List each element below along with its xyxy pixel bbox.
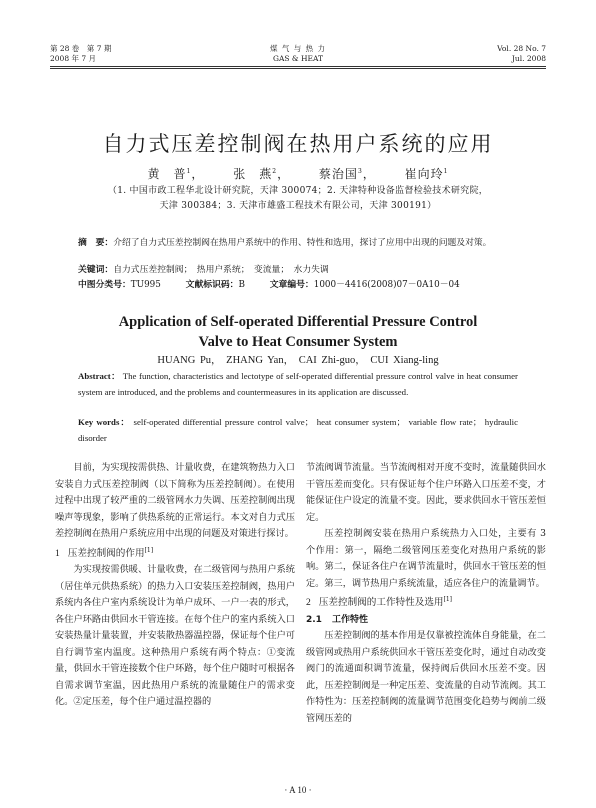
keywords-en xyxy=(78,414,518,446)
clc-label: 中图分类号： xyxy=(78,280,131,290)
header-rule-secondary xyxy=(50,68,546,69)
authors-zh: 黄 普$^1$， 张 燕$^2$， 蔡治国$^3$， 崔向玲$^1$ xyxy=(147,167,449,181)
issue-date-en: Jul. 2008 xyxy=(511,54,546,63)
journal-name-zh: 煤 气 与 热 力 xyxy=(269,44,327,53)
issue-date-zh: 2008 年 7 月 xyxy=(50,54,97,63)
keywords-text: 自力式压差控制阀； 热用户系统； 变流量； 水力失调 xyxy=(113,265,329,275)
journal-name-en: GAS & HEAT xyxy=(272,54,323,63)
header-rule xyxy=(50,66,546,67)
classification-line xyxy=(78,279,518,292)
clc-value: TU995 xyxy=(130,280,161,290)
keywords-en-text: self-operated differential pressure control valve； heat consumer system； variable flow rate； hydraulic disorder xyxy=(78,417,518,443)
section-heading xyxy=(55,543,295,563)
section-title: 压差控制阀的作用 xyxy=(67,547,145,559)
section-number: 2 xyxy=(306,597,311,609)
affiliations xyxy=(70,184,526,214)
body-paragraph: 压差控制阀安装在热用户系统热力入口处，主要有 3 个作用：第一，隔绝二级管网压差变化对热用户系统的影响。第二，保证各住户在调节流量时，供回水干管压差的恒定。第三，调节热用户系统流量，适应各住户的流量调节。 xyxy=(306,528,546,589)
author-affil-mark: 3 xyxy=(357,168,363,175)
title-en-line: Application of Self-operated Differential Pressure Control xyxy=(118,314,478,330)
author-affil-mark: 1 xyxy=(186,168,192,175)
affiliation-line: 天津 300384；3. 天津市雄盛工程技术有限公司，天津 300191） xyxy=(159,201,437,211)
doc-code-value: B xyxy=(238,280,245,290)
abstract-en xyxy=(78,368,518,400)
author-name: 崔向玲 xyxy=(404,167,444,181)
body-paragraph: 节流阀调节流量。当节流阀相对开度不变时，流量随供回水干管压差而变化。只有保证每个住户环路入口压差不变，才能保证住户设定的流量不变。因此，要求供回水干管压差恒定。 xyxy=(306,462,546,523)
title-en-line: Valve to Heat Consumer System xyxy=(198,334,398,350)
abstract-en-text: The function, characteristics and lectotype of self-operated differential pressure control valve in heat consumer system are introduced, and the problems and countermeasures in its application are discussed. xyxy=(78,371,518,397)
subsection-title: 工作特性 xyxy=(331,614,368,625)
volume-issue: 第 28 卷 第 7 期 xyxy=(50,44,112,53)
abstract-text: 介绍了自力式压差控制阀在热用户系统中的作用、特性和选用，探讨了应用中出现的问题及对策。 xyxy=(113,238,492,248)
doc-code-label: 文献标识码： xyxy=(185,280,239,290)
abstract-zh xyxy=(78,237,518,250)
section-title: 压差控制阀的工作特性及选用 xyxy=(318,597,444,609)
abstract-label: 摘 要： xyxy=(78,238,114,248)
body-left-column xyxy=(55,460,295,711)
author-affil-mark: 2 xyxy=(272,168,278,175)
section-ref: [1] xyxy=(443,596,453,603)
author-name: 黄 普 xyxy=(147,167,187,181)
volume-issue-en: Vol. 28 No. 7 xyxy=(497,44,546,53)
keywords-en-label: Key words： xyxy=(78,417,131,427)
subsection-number: 2.1 xyxy=(306,614,322,625)
body-paragraph: 压差控制阀的基本作用是仅靠被控流体自身能量，在二级管网或热用户系统供回水干管压差变化时，通过自动改变阀门的流通面积调节流量，保持阀后供回水压差不变。因此，压差控制阀是一种定压差、变流量的自动节流阀。其工作特性为：压差控制阀的流量调节范围变化趋势与阀前二级管网压差的 xyxy=(306,630,546,724)
author-affil-mark: 1 xyxy=(443,168,449,175)
section-ref: [1] xyxy=(144,546,154,554)
keywords-label: 关键词： xyxy=(78,265,114,275)
article-title-zh: 自力式压差控制阀在热用户系统的应用 xyxy=(102,132,494,156)
subsection-heading xyxy=(306,612,546,629)
author-name: 蔡治国 xyxy=(318,167,358,181)
intro-paragraph: 目前，为实现按需供热、计量收费，在建筑物热力入口安装自力式压差控制阀（以下简称为压差控制阀）。在使用过程中出现了较严重的二级管网水力失调、压差控制阀出现噪声等现象，影响了供热系统的正常运行。本文对自力式压差控制阀在热用户系统应用中出现的问题及对策进行探讨。 xyxy=(55,462,295,539)
journal-volume-en xyxy=(497,44,546,64)
article-number-label: 文章编号： xyxy=(269,280,314,290)
body-paragraph: 为实现按需供暖、计量收费，在二级管网与热用户系统（居住单元供热系统）的热力入口安装压差控制阀，热用户系统内各住户室内系统设计为单户成环、一户一表的形式，各住户环路由供回水干管连接。在每个住户的室内系统入口安装热量计量装置，并安装散热器温控器，保证每个住户可自行调节室内温度。这种热用户系统有两个特点：①变流量，供回水干管连接数个住户环路，每个住户随时可根据各自需求调节室温，因此热用户系统的流量随住户的需求变化。②定压差，每个住户通过温控器的 xyxy=(55,564,295,708)
section-heading xyxy=(306,592,546,612)
article-number-value: 1000－4416(2008)07－0A10－04 xyxy=(313,280,460,290)
body-right-column xyxy=(306,460,546,727)
section-number: 1 xyxy=(55,547,60,559)
keywords-zh xyxy=(78,264,518,277)
page-number: · A 10 · xyxy=(284,785,312,795)
authors-en: HUANG Pu， ZHANG Yan， CAI Zhi-guo， CUI Xiang-ling xyxy=(157,355,439,366)
abstract-en-label: Abstract： xyxy=(78,371,121,381)
author-name: 张 燕 xyxy=(233,167,273,181)
affiliation-line: （1. 中国市政工程华北设计研究院，天津 300074；2. 天津特种设备监督检验技术研究院， xyxy=(107,186,489,196)
article-title-en xyxy=(0,312,596,352)
